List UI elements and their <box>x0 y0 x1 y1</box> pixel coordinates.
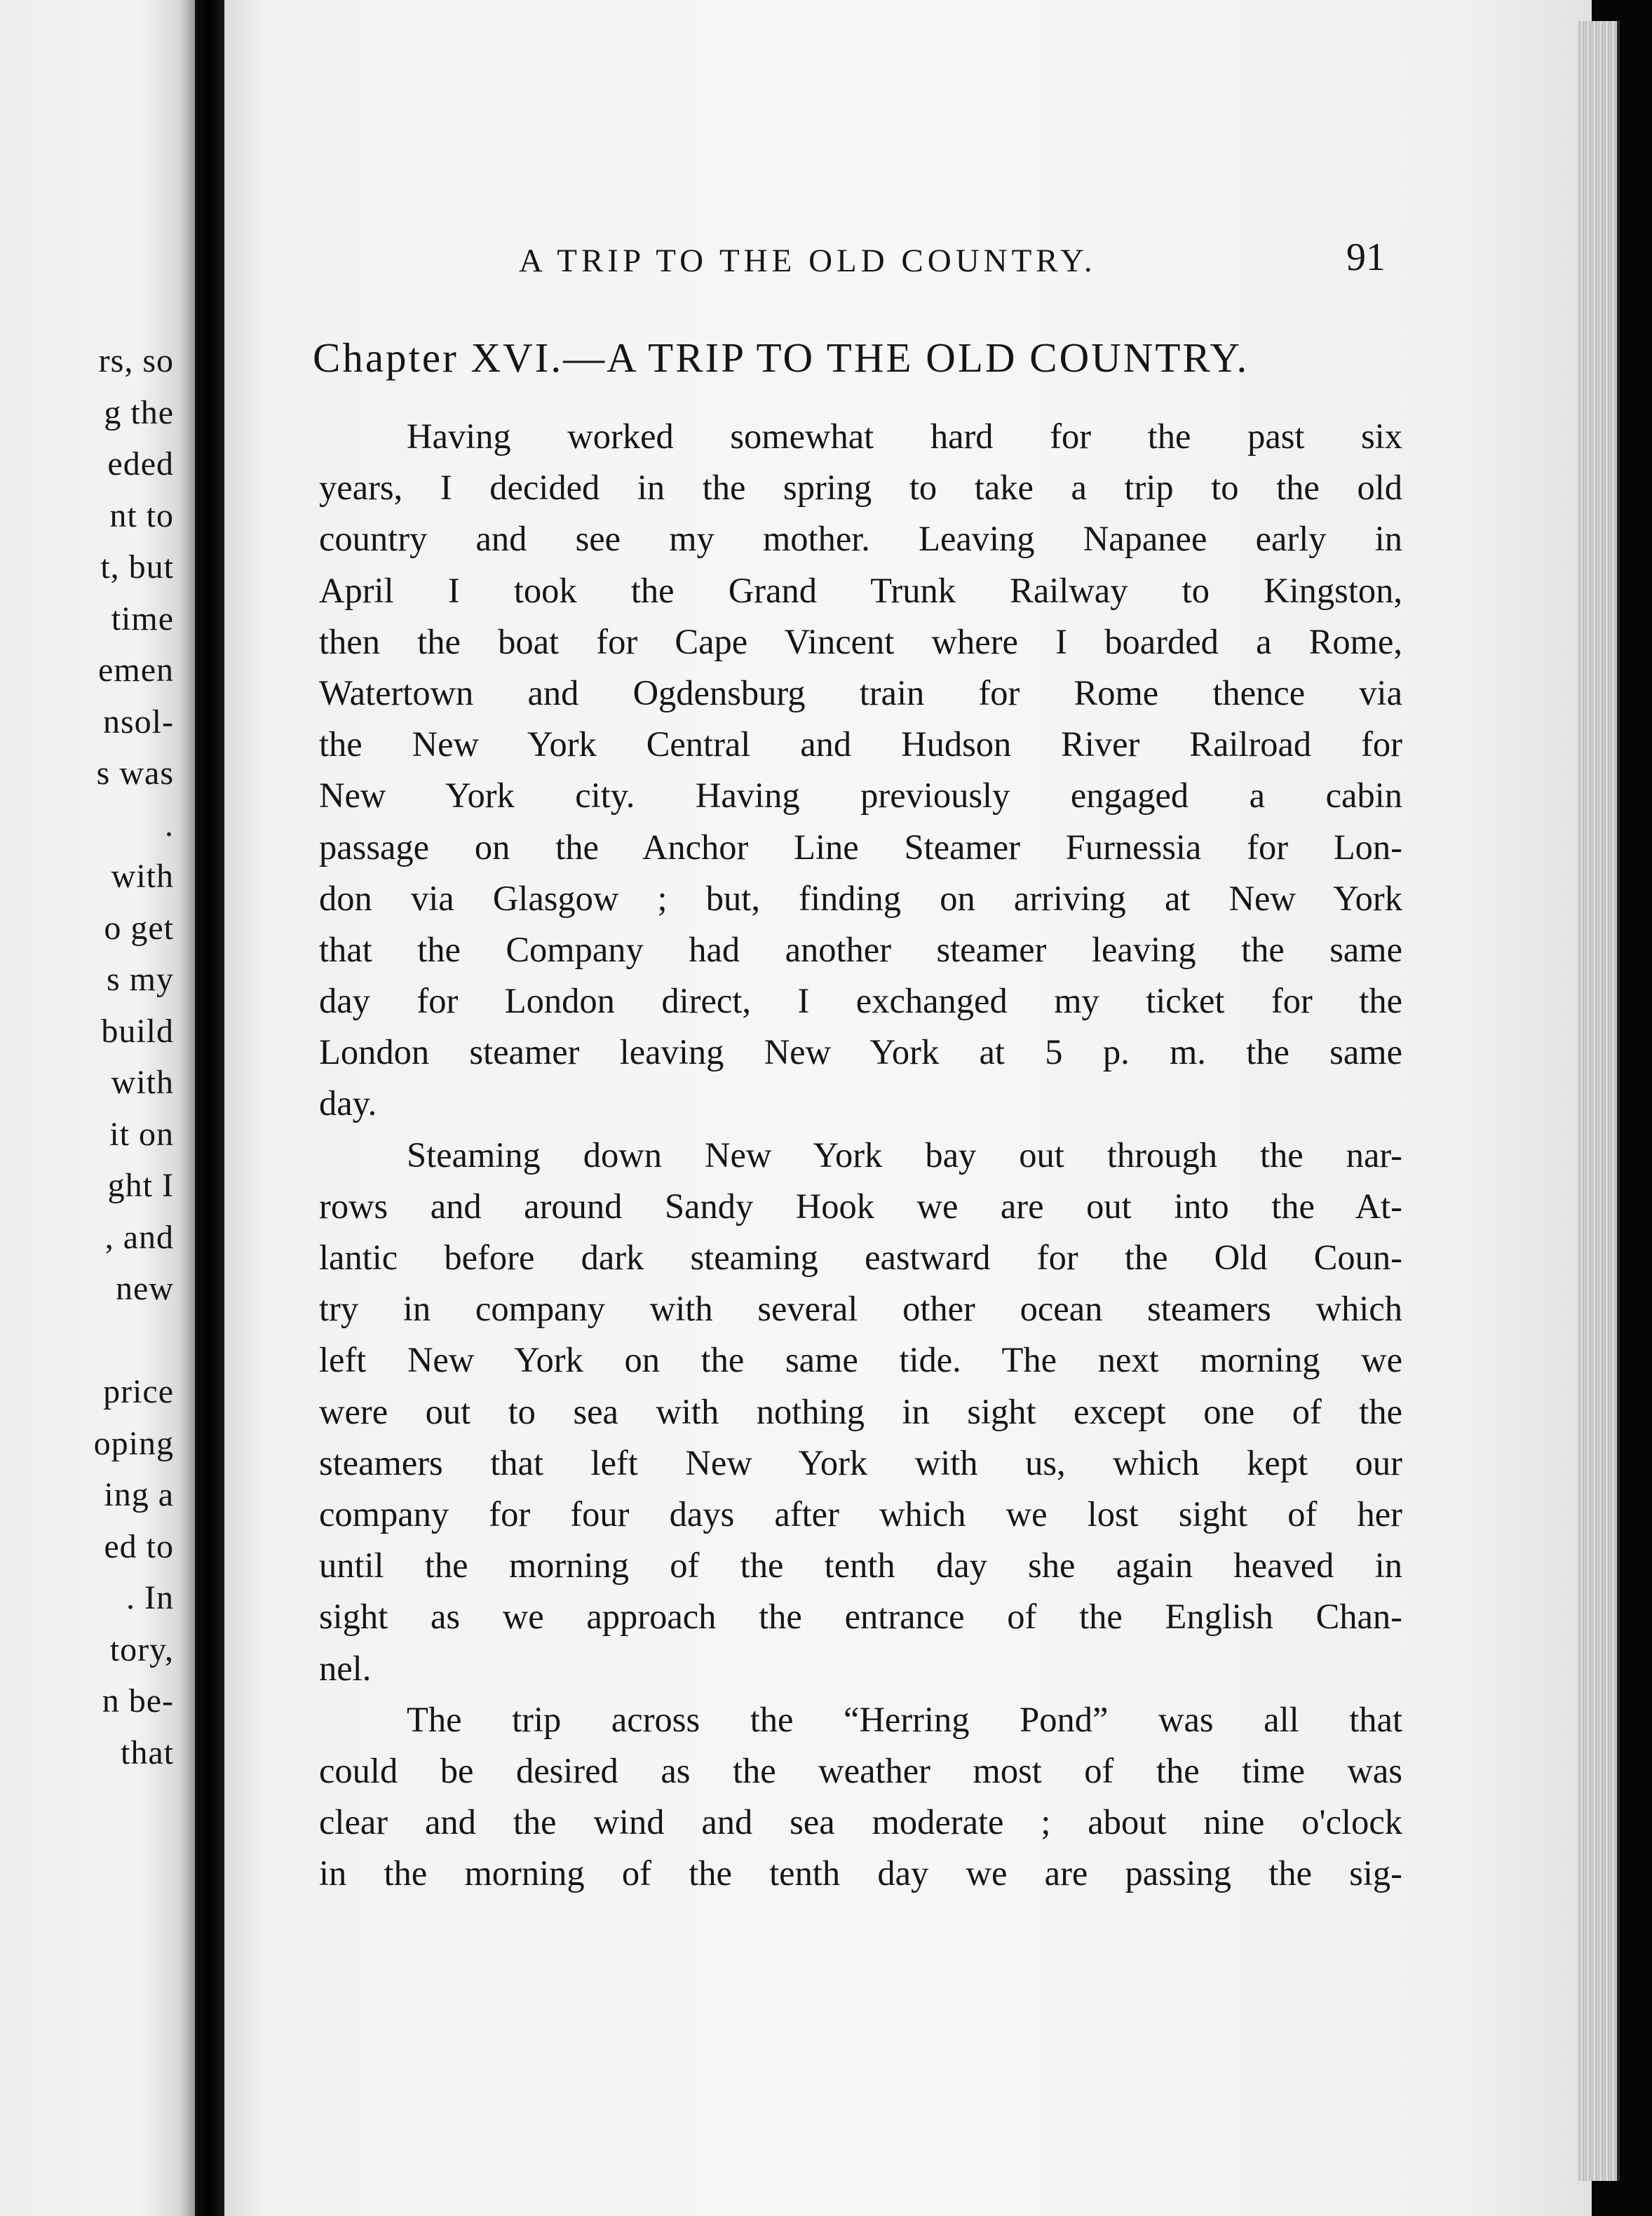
left-page-line: rs, so <box>98 342 174 379</box>
chapter-title: Chapter XVI.—A TRIP TO THE OLD COUNTRY. <box>313 335 1250 381</box>
left-page-line <box>0 1315 174 1367</box>
left-page-line: with <box>111 1064 174 1101</box>
text-line: Watertown and Ogdensburg train for Rome thence via <box>319 673 1402 712</box>
text-line: the New York Central and Hudson River Railroad for <box>319 724 1402 764</box>
text-line: then the boat for Cape Vincent where I boarded a Rome, <box>319 621 1402 661</box>
running-head: A TRIP TO THE OLD COUNTRY. <box>519 243 1097 279</box>
text-line: April I took the Grand Trunk Railway to Kingston, <box>319 570 1402 610</box>
left-page-line: new <box>116 1270 174 1307</box>
left-page-line: ed to <box>104 1527 174 1565</box>
page-number: 91 <box>1346 236 1386 279</box>
left-page-line: time <box>111 600 174 637</box>
left-page-line: ght I <box>107 1167 174 1204</box>
text-line: New York city. Having previously engaged a cabin <box>319 776 1402 816</box>
left-page-line: ing a <box>104 1476 174 1513</box>
left-page-line: eded <box>107 445 174 482</box>
text-line: don via Glasgow ; but, finding on arriving at New York <box>319 878 1402 918</box>
text-line: lantic before dark steaming eastward for the Old Coun- <box>319 1238 1402 1277</box>
text-line: country and see my mother. Leaving Napanee early in <box>319 519 1402 559</box>
text-line: nel. <box>319 1648 372 1688</box>
left-page-line: it on <box>109 1115 174 1153</box>
left-page-line: nsol- <box>103 703 174 741</box>
left-page-line: o get <box>104 909 174 947</box>
text-line: steamers that left New York with us, which kept our <box>319 1443 1402 1482</box>
left-page-line: oping <box>93 1424 174 1462</box>
text-line: company for four days after which we lost sight of her <box>319 1494 1402 1534</box>
left-page-line: nt to <box>109 496 174 534</box>
text-line: Steaming down New York bay out through the nar- <box>407 1135 1402 1175</box>
left-page-line: n be- <box>102 1682 174 1720</box>
text-line: that the Company had another steamer leaving the same <box>319 929 1402 969</box>
left-page-line: . <box>165 806 174 844</box>
left-page-line: . In <box>126 1579 174 1616</box>
text-line: rows and around Sandy Hook we are out into the At- <box>319 1186 1402 1226</box>
text-line: years, I decided in the spring to take a trip to the old <box>319 468 1402 508</box>
left-page-text <box>0 335 174 1778</box>
text-line: passage on the Anchor Line Steamer Furnessia for Lon- <box>319 827 1402 867</box>
text-line: The trip across the “Herring Pond” was all that <box>407 1699 1402 1739</box>
left-page-line: t, but <box>100 548 174 586</box>
text-line: until the morning of the tenth day she again heaved in <box>319 1546 1402 1586</box>
left-page-line: g the <box>104 393 174 431</box>
text-line: try in company with several other ocean steamers which <box>319 1289 1402 1329</box>
book-gutter <box>195 0 224 2216</box>
text-line: Having worked somewhat hard for the past six <box>407 417 1402 456</box>
left-facing-page <box>0 0 195 2216</box>
text-line: left New York on the same tide. The next morning we <box>319 1340 1402 1380</box>
left-page-line: tory, <box>109 1630 174 1668</box>
text-line: could be desired as the weather most of the time was <box>319 1750 1402 1790</box>
left-page-line: price <box>103 1373 174 1410</box>
left-page-line: emen <box>98 651 174 689</box>
text-line: clear and the wind and sea moderate ; about nine o'clock <box>319 1802 1402 1842</box>
text-line: sight as we approach the entrance of the English Chan- <box>319 1597 1402 1637</box>
text-line: in the morning of the tenth day we are passing the sig- <box>319 1853 1402 1893</box>
text-line: day. <box>319 1083 377 1123</box>
page-edges <box>1578 21 1620 2181</box>
left-page-line: that <box>121 1734 174 1771</box>
left-page-line: s was <box>96 755 174 792</box>
body-text <box>319 411 1402 1899</box>
left-page-line: s my <box>106 961 174 998</box>
left-page-line: build <box>101 1012 174 1050</box>
text-line: day for London direct, I exchanged my ticket for the <box>319 981 1402 1021</box>
text-line: London steamer leaving New York at 5 p. m. the same <box>319 1032 1402 1072</box>
text-line: were out to sea with nothing in sight except one of the <box>319 1391 1402 1431</box>
left-page-line: with <box>111 858 174 895</box>
left-page-line: , and <box>104 1218 174 1256</box>
